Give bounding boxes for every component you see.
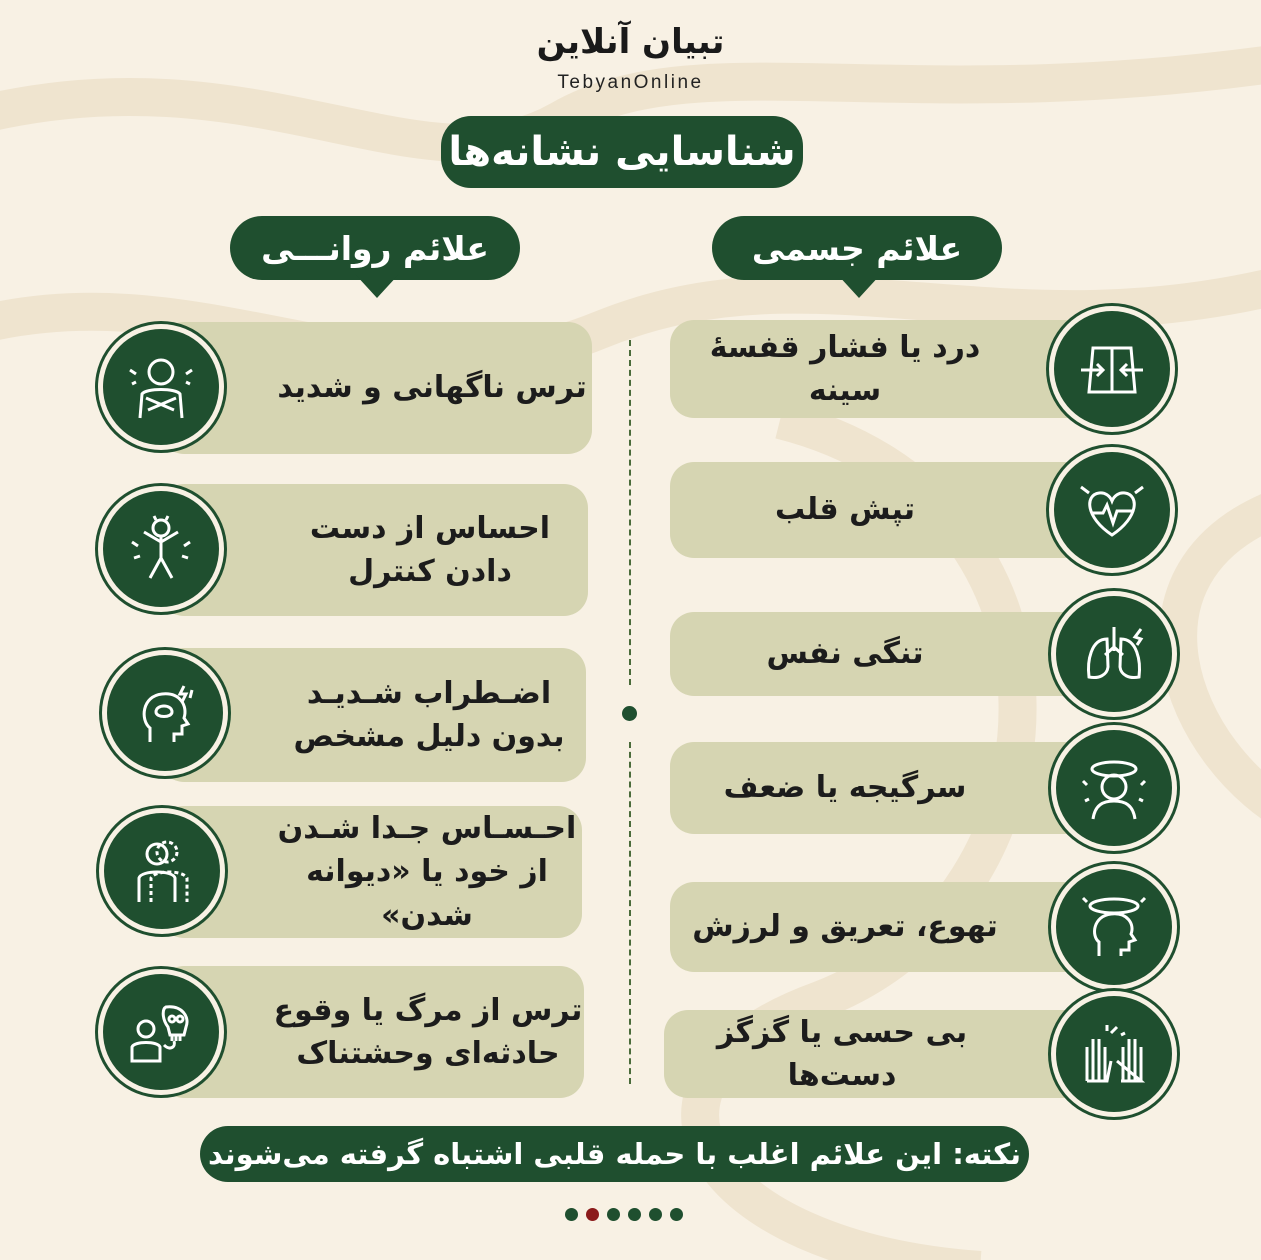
page-dot[interactable]: [565, 1208, 578, 1221]
psychological-header-label: علائم روانـــی: [230, 216, 520, 280]
physical-item-palpitations: [670, 462, 1100, 558]
page-dot[interactable]: [649, 1208, 662, 1221]
physical-item-label: بی حسی یا گزگز دست‌ها: [716, 1014, 968, 1093]
psychological-item-label: ترس از مرگ یا وقوع حادثه‌ای وحشتناک: [273, 992, 583, 1071]
page-dot[interactable]: [628, 1208, 641, 1221]
psychological-item-anxiety: [160, 648, 586, 782]
frightened-person-icon: [103, 329, 219, 445]
brand-logo-persian: تبیان آنلاین: [536, 22, 725, 62]
detached-person-icon: [104, 813, 220, 929]
skull-person-icon: [103, 974, 219, 1090]
brand-logo-english: TebyanOnline: [557, 72, 704, 93]
dizziness-icon: [1056, 730, 1172, 846]
psychological-item-label: ترس ناگهانی و شدید: [277, 370, 587, 406]
lungs-icon: [1056, 596, 1172, 712]
page-title: شناسایی نشانه‌ها: [441, 116, 803, 188]
psychological-item-sudden-fear: [160, 322, 592, 454]
note-banner: [200, 1126, 1029, 1182]
physical-header: [712, 216, 1002, 306]
page-dot-active[interactable]: [586, 1208, 599, 1221]
page-dot[interactable]: [670, 1208, 683, 1221]
physical-item-nausea-sweating: [670, 882, 1100, 972]
nausea-icon: [1056, 869, 1172, 985]
anxious-head-icon: [107, 655, 223, 771]
physical-item-label: تهوع، تعریق و لرزش: [692, 909, 998, 945]
chest-pain-icon: [1054, 311, 1170, 427]
physical-item-label: سرگیجه یا ضعف: [723, 770, 967, 806]
physical-item-label: درد یا فشار قفسهٔ سینه: [709, 329, 981, 408]
numb-hands-icon: [1056, 996, 1172, 1112]
physical-header-label: علائم جسمی: [712, 216, 1002, 280]
physical-header-pointer: [837, 274, 881, 298]
psychological-item-label: احساس از دست دادن کنترل: [309, 510, 551, 589]
losing-control-icon: [103, 491, 219, 607]
psychological-item-losing-control: [160, 484, 588, 616]
physical-item-numbness: [664, 1010, 1100, 1098]
physical-item-label: تنگی نفس: [766, 636, 924, 672]
divider-top: [629, 340, 631, 685]
page-dot[interactable]: [607, 1208, 620, 1221]
psychological-header: [230, 216, 520, 306]
divider-dot: [622, 706, 637, 721]
heartbeat-icon: [1054, 452, 1170, 568]
physical-item-label: تپش قلب: [775, 492, 916, 528]
physical-item-dizziness: [670, 742, 1100, 834]
psychological-item-label: اضـطراب شـدیـد بدون دلیل مشخص: [293, 675, 565, 754]
divider-bottom: [629, 742, 631, 1084]
psychological-item-derealization: [160, 806, 582, 938]
note-text: نکته: این علائم اغلب با حمله قلبی اشتباه گرفته می‌شوند: [208, 1137, 1021, 1171]
psychological-header-pointer: [355, 274, 399, 298]
psychological-item-fear-of-death: [160, 966, 584, 1098]
physical-item-shortness-of-breath: [670, 612, 1100, 696]
physical-item-chest-pain: [670, 320, 1100, 418]
pagination-dots: [565, 1208, 683, 1221]
psychological-item-label: احـسـاس جـدا شـدن از خود یا «دیوانه شدن»: [277, 810, 577, 933]
